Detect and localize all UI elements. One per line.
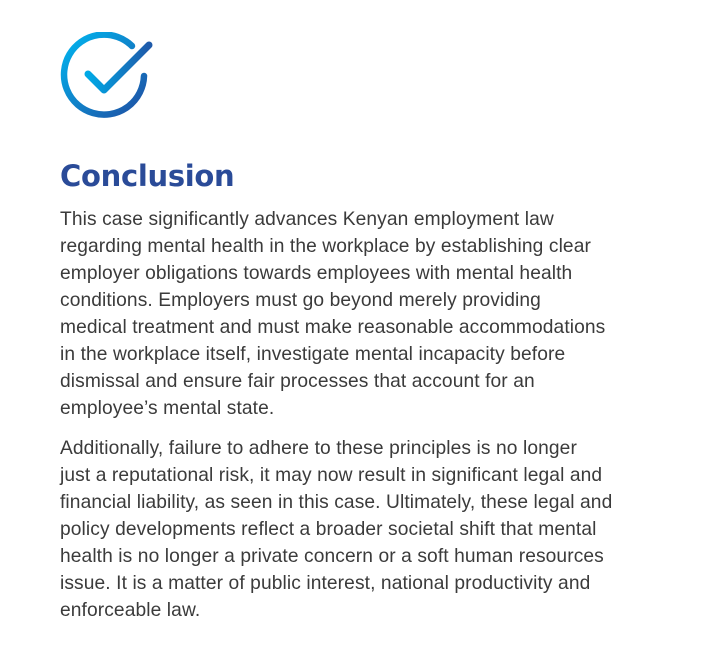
paragraph-line: Additionally, failure to adhere to these principles is no longer [60,438,577,459]
paragraph-line: financial liability, as seen in this case. Ultimately, these legal and [60,492,613,513]
check-circle-ring [64,35,144,115]
paragraph-line: enforceable law. [60,600,201,621]
paragraph-line: conditions. Employers must go beyond merely providing [60,290,541,311]
paragraph-line: dismissal and ensure fair processes that account for an [60,371,535,392]
page-title: Conclusion [60,159,235,193]
paragraph-line: medical treatment and must make reasonable accommodations [60,317,606,338]
paragraph-line: employer obligations towards employees with mental health [60,263,573,284]
paragraph-line: issue. It is a matter of public interest, national productivity and [60,573,591,594]
paragraph-line: in the workplace itself, investigate mental incapacity before [60,344,566,365]
paragraph-line: This case significantly advances Kenyan employment law [60,209,554,230]
paragraph-line: just a reputational risk, it may now result in significant legal and [60,465,603,486]
paragraph-line: policy developments reflect a broader societal shift that mental [60,519,597,540]
paragraph-line: employee’s mental state. [60,398,275,419]
paragraph-2 [60,435,680,624]
check-circle-icon [58,32,154,124]
paragraph-1 [60,206,680,422]
paragraph-line: health is no longer a private concern or a soft human resources [60,546,604,567]
paragraph-line: regarding mental health in the workplace by establishing clear [60,236,591,257]
